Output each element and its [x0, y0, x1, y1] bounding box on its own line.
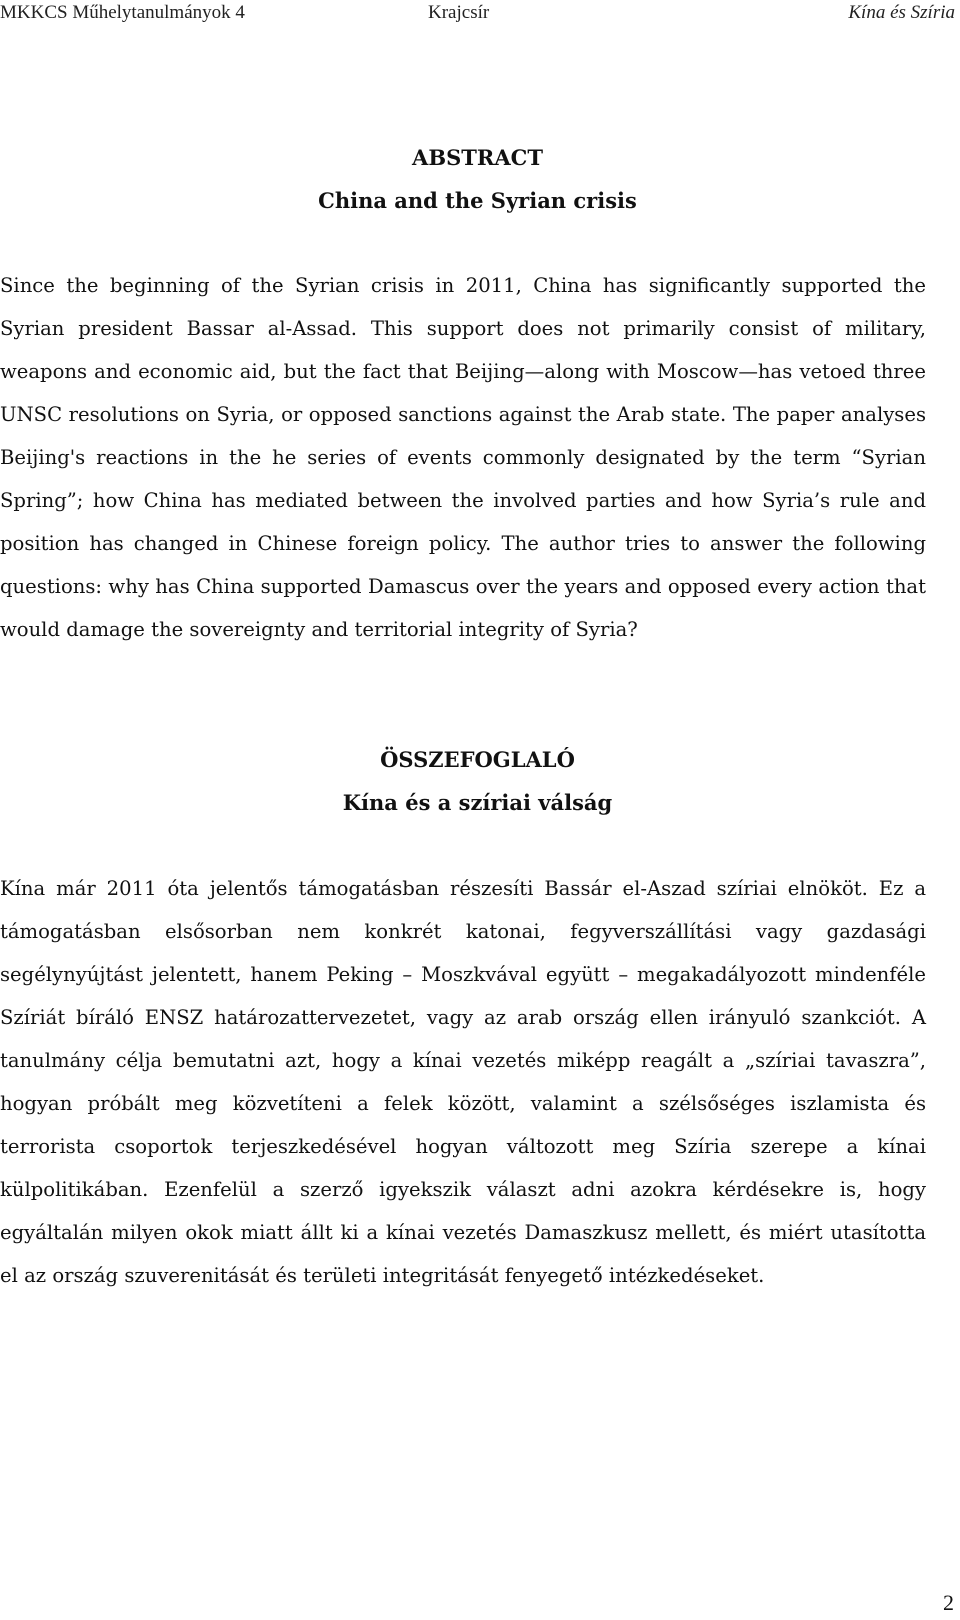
page-number: 2: [943, 1590, 954, 1615]
abstract-heading-block: [0, 136, 955, 222]
running-header: [0, 2, 955, 28]
abstract-label: ABSTRACT: [412, 145, 543, 170]
abstract-paragraph: Since the beginning of the Syrian crisis in 2011, China has significantly supported the Syrian president Bassar al-Assad. This support does not primarily consist of military, weapons and economic aid, but the fact that Beijing—along with Moscow—has vetoed three UNSC resolutions on Syria, or opposed sanctions against the Arab state. The paper analyses Beijing's reactions in the he series of events commonly designated by the term “Syrian Spring”; how China has mediated between the involved parties and how Syria’s rule and position has changed in Chinese foreign policy. The author tries to answer the following questions: why has China supported Damascus over the years and opposed every action that would damage the sovereignty and territorial integrity of Syria?: [0, 274, 926, 641]
osszefoglalo-title: Kína és a szíriai válság: [342, 790, 613, 815]
osszefoglalo-label: ÖSSZEFOGLALÓ: [380, 747, 575, 772]
osszefoglalo-paragraph: Kína már 2011 óta jelentős támogatásban részesíti Bassár el-Aszad szíriai elnököt. Ez a támogatásban elsősorban nem konkrét katonai, fegyverszállítási vagy gazdasági segélynyújtást jelentett, hanem Peking – Moszkvával együtt – megakadályozott mindenféle Szíriát bíráló ENSZ határozattervezetet, vagy az arab ország ellen irányuló szankciót. A tanulmány célja bemutatni azt, hogy a kínai vezetés miképp reagált a „szíriai tavaszra”, hogyan próbált meg közvetíteni a felek között, valamint a szélsőséges iszlamista és terrorista csoportok terjeszkedésével hogyan változott meg Szíria szerepe a kínai külpolitikában. Ezenfelül a szerző igyekszik választ adni azokra kérdésekre is, hogy egyáltalán milyen okok miatt állt ki a kínai vezetés Damaszkusz mellett, és miért utasította el az ország szuverenitását és területi integritását fenyegető intézkedéseket.: [0, 877, 926, 1287]
author-name: Krajcsír: [428, 2, 490, 23]
osszefoglalo-heading-block: [0, 738, 955, 824]
series-title: MKKCS Műhelytanulmányok 4: [0, 2, 245, 23]
abstract-title: China and the Syrian crisis: [318, 188, 637, 213]
short-title: Kína és Szíria: [848, 2, 955, 23]
